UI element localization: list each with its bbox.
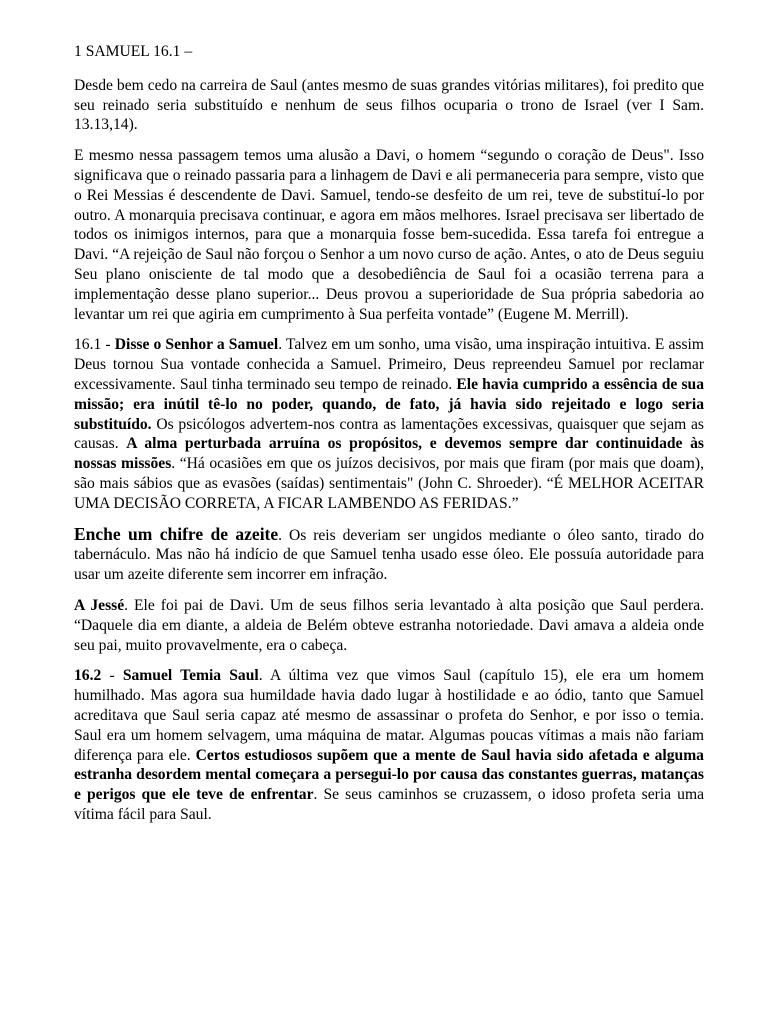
paragraph-horn-of-oil [74,525,704,585]
section-heading: A Jessé [74,596,125,614]
section-heading: Disse o Senhor a Samuel [114,336,279,354]
verse-ref: 16.2 [74,667,102,685]
paragraph-16-1 [74,335,704,513]
body-text: . Ele foi pai de Davi. Um de seus filhos seria levantado à alta posição que Saul perdera. “Daquele dia em diante, a aldeia de Belém obteve estranha notoriedade. Davi amava a aldeia onde seu pai, muito provavelmente, era o cabeça. [74,596,705,654]
paragraph-16-2 [74,666,704,824]
body-text: . Talvez em um sonho, uma visão, uma inspiração intuitiva. E assim Deus tornou Sua vontade conhecida a Samuel. Primeiro, Deus repreendeu Samuel por reclamar excessivamente. Saul tinha terminado seu tempo de reinado. [74,336,705,393]
paragraph-jesse [74,596,704,655]
document-page [74,42,704,836]
emphasis-text: A alma perturbada arruína os propósitos, e devemos sempre dar continuidade às nossas missões [74,435,704,473]
paragraph-david-allusion: E mesmo nessa passagem temos uma alusão a Davi, o homem “segundo o coração de Deus". Isso significava que o reinado passaria para a linhagem de Davi e ali permaneceria para sempre, visto que o Rei Messias é descendente de Davi. Samuel, tendo-se desfeito de um rei, teve de substituí-lo por outro. A monarquia precisava continuar, e agora em mãos melhores. Israel precisava ser libertado de todos os inimigos internos, para que a monarquia fosse bem-sucedida. Essa tarefa foi entregue a Davi. “A rejeição de Saul não forçou o Senhor a um novo curso de ação. Antes, o ato de Deus seguiu Seu plano onisciente de tal modo que a desobediência de Saul foi a ocasião terrena para a implementação desse plano superior... Deus provou a superioridade de Sua própria sabedoria ao levantar um rei que agiria em cumprimento à Sua perfeita vontade” (Eugene M. Merrill). [74,147,704,323]
body-text: . “Há ocasiões em que os juízos decisivos, por mais que firam (por mais que doam), são mais sábios que as evasões (saídas) sentimentais" (John C. Shroeder). “É MELHOR ACEITAR UMA DECISÃO CORRETA, A FICAR LAMBENDO AS FERIDAS.” [74,455,704,512]
document-title: 1 SAMUEL 16.1 – [74,43,193,60]
body-text: . A última vez que vimos Saul (capítulo 15), ele era um homem humilhado. Mas agora sua humildade havia dado lugar à hostilidade e ao ódio, tanto que Samuel acreditava que Saul seria capaz até mesmo de assassinar o profeta do Senhor, e por isso o temia. Saul era um homem selvagem, uma máquina de matar. Algumas poucas vítimas a mais não fariam diferença para ele. [74,667,704,764]
paragraph-intro: Desde bem cedo na carreira de Saul (antes mesmo de suas grandes vitórias militares), foi predito que seu reinado seria substituído e nenhum de seus filhos ocuparia o trono de Israel (ver I Sam. 13.13,14). [74,76,704,134]
emphasis-text: Ele havia cumprido a essência de sua missão; era inútil tê-lo no poder, quando, de fato, já havia sido rejeitado e logo seria substituído. [74,375,704,433]
emphasis-text: Certos estudiosos supõem que a mente de Saul havia sido afetada e alguma estranha desordem mental começara a persegui-lo por causa das constantes guerras, matanças e perigos que ele teve de enfrentar [74,746,704,804]
body-text: Os psicólogos advertem-nos contra as lamentações excessivas, quaisquer que sejam as causas. [74,415,704,453]
section-heading: Enche um chifre de azeite [74,523,279,544]
body-text: . Os reis deveriam ser ungidos mediante o óleo santo, tirado do tabernáculo. Mas não há indício de que Samuel tenha usado esse óleo. Ele possuía autoridade para usar um azeite diferente sem incorrer em infração. [74,526,704,584]
separator: - [101,667,123,685]
body-text: . Se seus caminhos se cruzassem, o idoso profeta seria uma vítima fácil para Saul. [74,786,704,823]
section-heading: Samuel Temia Saul [122,667,259,685]
verse-ref: 16.1 - [74,336,115,354]
